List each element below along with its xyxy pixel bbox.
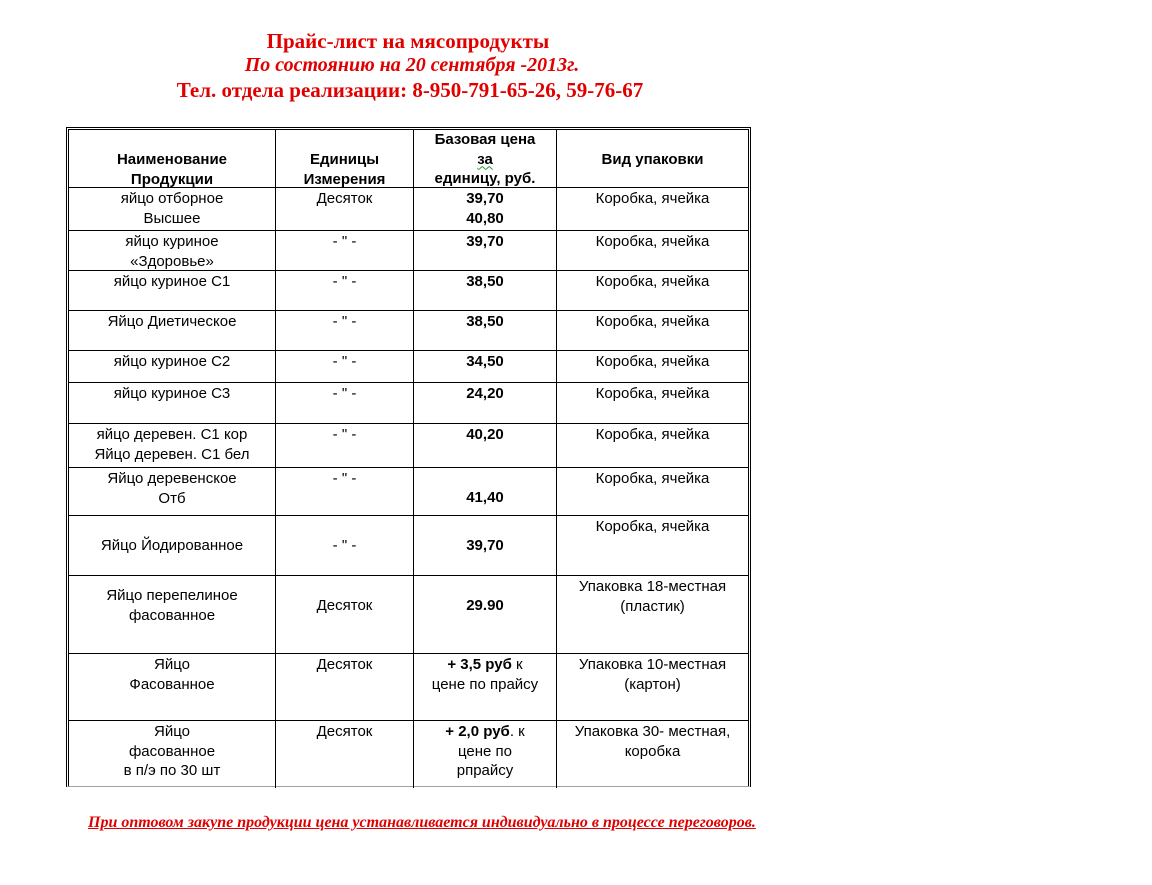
unit-cell: [275, 516, 413, 576]
cell-line: Яйцо деревенское: [107, 470, 237, 487]
price-surcharge-suffix: к: [511, 656, 523, 673]
table-row: [69, 720, 748, 788]
price-cell: [413, 231, 556, 271]
cell-line: Коробка, ячейка: [595, 518, 710, 535]
cell-line: 41,40: [466, 489, 504, 506]
price-cell: [413, 424, 556, 468]
cell-line: Яйцо: [154, 723, 190, 740]
unit-value: - " -: [332, 470, 357, 487]
product-name-cell: [69, 188, 275, 231]
cell-line: 40,20: [466, 426, 504, 443]
cell-line: 39,70: [466, 233, 504, 250]
cell-line: Отб: [158, 489, 186, 507]
table-row: [69, 382, 748, 424]
cell-line: рпрайсу: [456, 762, 514, 779]
table-row: [69, 467, 748, 516]
unit-cell: [275, 424, 413, 468]
packaging-cell: [556, 576, 748, 654]
price-cell: [413, 311, 556, 351]
product-name-cell: [69, 576, 275, 654]
cell-line: 24,20: [466, 385, 504, 402]
table-row: [69, 350, 748, 383]
cell-line: в п/э по 30 шт: [123, 762, 221, 779]
header-unit: [275, 130, 413, 187]
cell-line: 38,50: [466, 313, 504, 330]
product-name-cell: [69, 351, 275, 383]
unit-value: - " -: [332, 426, 357, 443]
price-list-title: Прайс-лист на мясопродукты: [266, 29, 550, 53]
packaging-cell: [556, 271, 748, 311]
header-unit-line: Измерения: [303, 170, 386, 188]
unit-cell: [275, 576, 413, 654]
price-surcharge: [414, 655, 556, 675]
product-name-cell: [69, 654, 275, 721]
packaging-cell: [556, 231, 748, 271]
cell-line: яйцо деревен. С1 кор: [96, 426, 248, 443]
cell-line: яйцо куриное: [125, 233, 219, 250]
unit-cell: [275, 231, 413, 271]
cell-line: 39,70: [466, 190, 504, 207]
table-row: [69, 575, 748, 654]
unit-value: - " -: [332, 313, 357, 330]
table-row: [69, 653, 748, 721]
unit-cell: [275, 188, 413, 231]
product-name-cell: [69, 721, 275, 788]
packaging-cell: [556, 188, 748, 231]
price-cell: [413, 516, 556, 576]
table-header-row: [69, 130, 748, 187]
cell-line: 38,50: [466, 273, 504, 290]
cell-line: 39,70: [466, 537, 504, 554]
price-cell: [413, 468, 556, 516]
unit-cell: [275, 271, 413, 311]
packaging-cell: [556, 383, 748, 424]
table-row: [69, 310, 748, 351]
cell-line: Коробка, ячейка: [595, 190, 710, 207]
cell-line: Яйцо: [154, 656, 190, 673]
cell-line: яйцо куриное С2: [113, 353, 231, 370]
packaging-cell: [556, 516, 748, 576]
price-cell: [413, 351, 556, 383]
packaging-cell: [556, 351, 748, 383]
header-price-word: за: [477, 150, 493, 168]
cell-line: яйцо отборное: [120, 190, 224, 207]
price-surcharge-amount: + 2,0 руб: [445, 723, 510, 740]
price-table: [66, 127, 751, 787]
cell-line: Коробка, ячейка: [595, 313, 710, 330]
cell-line: Упаковка 10-местная: [578, 656, 727, 673]
cell-line: Коробка, ячейка: [595, 273, 710, 290]
header-price: [413, 130, 556, 187]
packaging-cell: [556, 654, 748, 721]
unit-cell: [275, 383, 413, 424]
cell-line: цене по прайсу: [431, 675, 539, 693]
cell-line: Яйцо Йодированное: [100, 537, 244, 554]
price-cell: [413, 271, 556, 311]
table-row: [69, 423, 748, 468]
price-surcharge-suffix: . к: [509, 723, 525, 740]
unit-value: Десяток: [316, 190, 373, 207]
price-surcharge: [414, 722, 556, 742]
product-name-cell: [69, 424, 275, 468]
price-cell: [413, 654, 556, 721]
cell-line: Яйцо Диетическое: [107, 313, 237, 330]
price-surcharge-amount: + 3,5 руб: [447, 656, 512, 673]
unit-cell: [275, 311, 413, 351]
cell-line: Яйцо перепелиное: [106, 587, 238, 604]
cell-line: «Здоровье»: [130, 252, 214, 270]
cell-line: Высшее: [143, 209, 201, 227]
price-cell: [413, 576, 556, 654]
cell-line: яйцо куриное С3: [113, 385, 231, 402]
header-name-line: Наименование: [116, 151, 228, 168]
product-name-cell: [69, 383, 275, 424]
header-price-line: [414, 150, 556, 170]
header-price-line: Базовая цена: [434, 131, 536, 148]
cell-line: яйцо куриное С1: [113, 273, 231, 290]
table-row: [69, 515, 748, 576]
price-cell: [413, 383, 556, 424]
unit-cell: [275, 654, 413, 721]
sales-phone: Тел. отдела реализации: 8-950-791-65-26, 59-76-67: [176, 78, 644, 102]
cell-line: Фасованное: [129, 675, 215, 693]
table-row: [69, 270, 748, 311]
unit-value: - " -: [332, 537, 357, 554]
price-list-date: По состоянию на 20 сентября -2013г.: [244, 54, 580, 76]
product-name-cell: [69, 271, 275, 311]
packaging-cell: [556, 468, 748, 516]
unit-cell: [275, 468, 413, 516]
cell-line: Коробка, ячейка: [595, 353, 710, 370]
unit-value: Десяток: [316, 723, 373, 740]
unit-value: - " -: [332, 385, 357, 402]
packaging-cell: [556, 311, 748, 351]
cell-line: Коробка, ячейка: [595, 385, 710, 402]
price-cell: [413, 721, 556, 788]
product-name-cell: [69, 516, 275, 576]
header-unit-line: Единицы: [309, 151, 380, 168]
cell-line: цене по: [457, 742, 513, 760]
packaging-cell: [556, 424, 748, 468]
unit-value: - " -: [332, 273, 357, 290]
cell-line: Коробка, ячейка: [595, 470, 710, 487]
table-row: [69, 187, 748, 231]
cell-line: 29.90: [466, 597, 504, 614]
cell-line: Коробка, ячейка: [595, 426, 710, 443]
product-name-cell: [69, 468, 275, 516]
header-packaging: Вид упаковки: [556, 130, 748, 187]
product-name-cell: [69, 231, 275, 271]
cell-line: фасованное: [128, 606, 216, 624]
cell-line: 34,50: [466, 353, 504, 370]
unit-value: - " -: [332, 233, 357, 250]
wholesale-note: При оптовом закупе продукции цена устанавливается индивидуально в процессе переговоров.: [88, 814, 756, 831]
cell-line: (пластик): [620, 597, 685, 615]
cell-line: фасованное: [128, 742, 216, 760]
cell-line: Упаковка 18-местная: [578, 578, 727, 595]
price-cell: [413, 188, 556, 231]
packaging-cell: [556, 721, 748, 788]
header-name-line: Продукции: [130, 170, 214, 188]
unit-value: Десяток: [316, 656, 373, 673]
cell-line: 40,80: [466, 209, 504, 227]
header-name: [69, 130, 275, 187]
cell-line: Яйцо деревен. С1 бел: [94, 445, 250, 463]
cell-line: Коробка, ячейка: [595, 233, 710, 250]
unit-cell: [275, 351, 413, 383]
header-price-line: единицу, руб.: [434, 170, 536, 187]
unit-cell: [275, 721, 413, 788]
product-name-cell: [69, 311, 275, 351]
unit-value: - " -: [332, 353, 357, 370]
cell-line: Упаковка 30- местная,: [574, 723, 731, 740]
cell-line: коробка: [624, 742, 681, 760]
table-row: [69, 230, 748, 271]
cell-line: (картон): [624, 675, 681, 693]
unit-value: Десяток: [316, 597, 373, 614]
